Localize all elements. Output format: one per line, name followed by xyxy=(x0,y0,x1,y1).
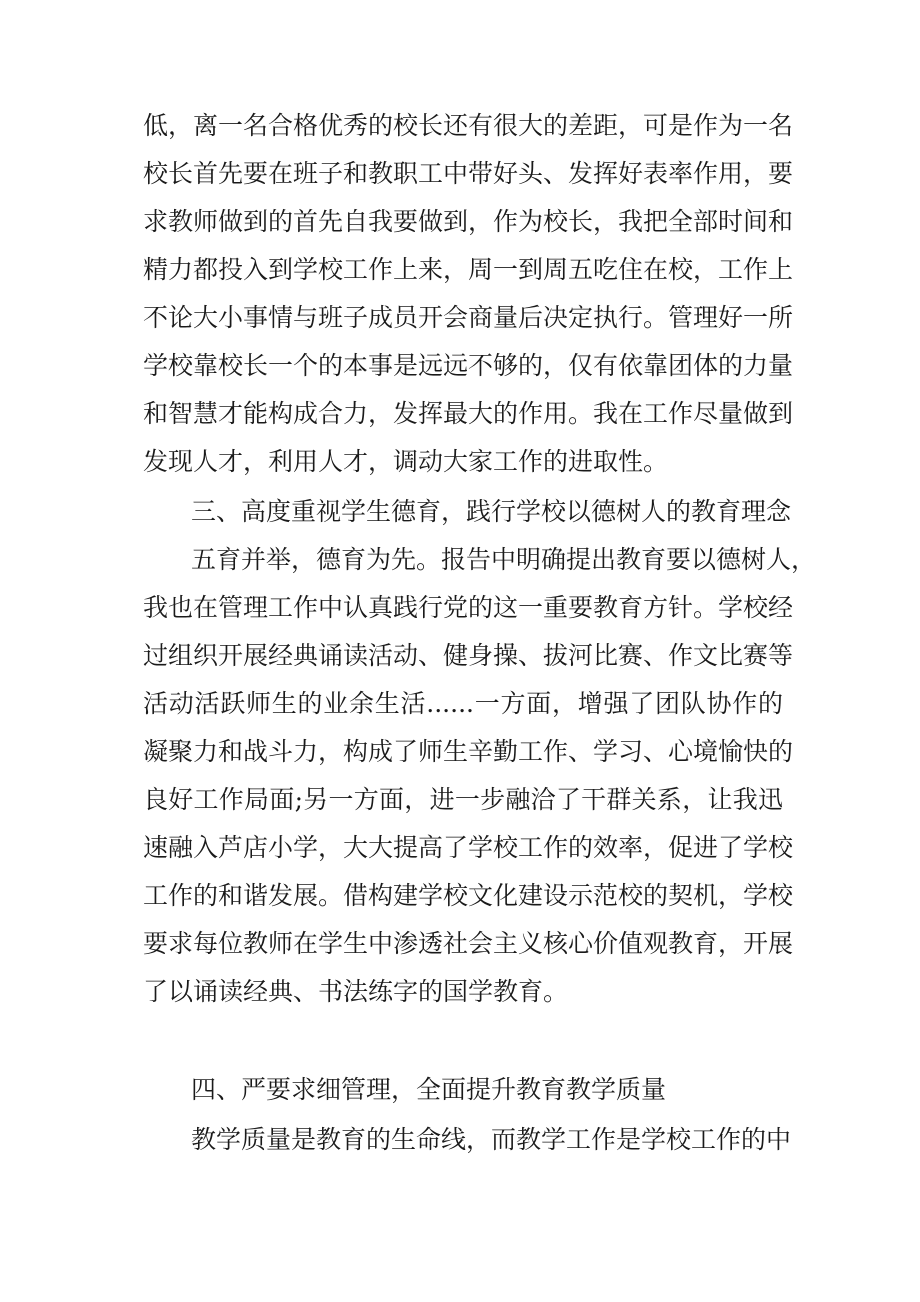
text-line: 发现人才，利用人才，调动大家工作的进取性。 xyxy=(143,447,669,476)
text-line: 工作的和谐发展。借构建学校文化建设示范校的契机，学校 xyxy=(143,881,794,910)
text-line: 求教师做到的首先自我要做到，作为校长，我把全部时间和 xyxy=(143,207,794,236)
text-line: 和智慧才能构成合力，发挥最大的作用。我在工作尽量做到 xyxy=(143,399,794,428)
text-line: 精力都投入到学校工作上来，周一到周五吃住在校，工作上 xyxy=(143,255,794,284)
text-line: 低，离一名合格优秀的校长还有很大的差距，可是作为一名 xyxy=(143,111,794,140)
text-line: 良好工作局面;另一方面，进一步融洽了干群关系，让我迅 xyxy=(143,785,783,814)
text-line: 速融入芦店小学，大大提高了学校工作的效率，促进了学校 xyxy=(143,833,794,862)
section-heading: 三、高度重视学生德育，践行学校以德树人的教育理念 xyxy=(191,497,792,526)
text-line: 学校靠校长一个的本事是远远不够的，仅有依靠团体的力量 xyxy=(143,351,794,380)
text-line: 了以诵读经典、书法练字的国学教育。 xyxy=(143,977,569,1006)
section-heading: 四、严要求细管理，全面提升教育教学质量 xyxy=(191,1075,667,1104)
text-line: 五育并举，德育为先。报告中明确提出教育要以德树人， xyxy=(191,545,817,574)
text-line: 要求每位教师在学生中渗透社会主义核心价值观教育，开展 xyxy=(143,929,794,958)
text-line: 不论大小事情与班子成员开会商量后决定执行。管理好一所 xyxy=(143,303,794,332)
text-line: 我也在管理工作中认真践行党的这一重要教育方针。学校经 xyxy=(143,593,794,622)
text-line: 过组织开展经典诵读活动、健身操、拔河比赛、作文比赛等 xyxy=(143,641,794,670)
text-line: 教学质量是教育的生命线，而教学工作是学校工作的中 xyxy=(191,1125,792,1154)
text-line: 凝聚力和战斗力，构成了师生辛勤工作、学习、心境愉快的 xyxy=(143,737,794,766)
text-line: 校长首先要在班子和教职工中带好头、发挥好表率作用，要 xyxy=(143,159,794,188)
text-line: 活动活跃师生的业余生活......一方面，增强了团队协作的 xyxy=(143,689,783,718)
